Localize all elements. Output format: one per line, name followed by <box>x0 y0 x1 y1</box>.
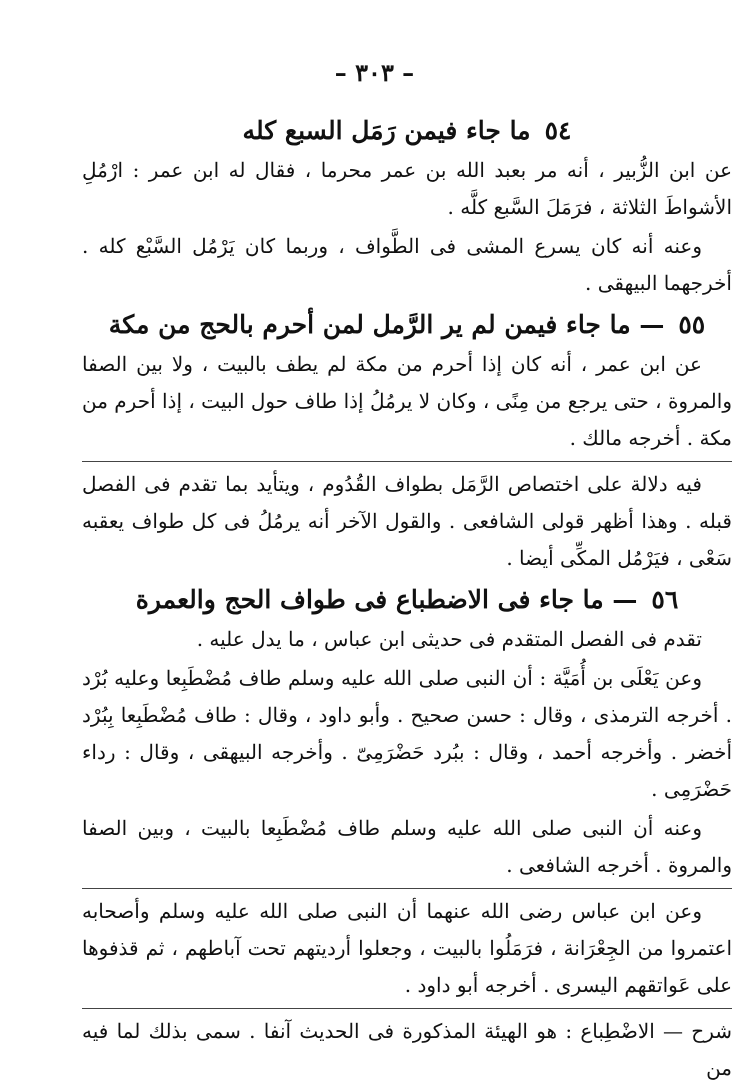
section-number: ٥٦ <box>651 585 679 614</box>
section-title: ما جاء فى الاضطباع فى طواف الحج والعمرة <box>135 585 604 614</box>
divider <box>82 461 732 462</box>
page-body <box>82 108 732 1089</box>
section-number: ٥٥ <box>678 310 706 339</box>
paragraph: فيه دلالة على اختصاص الرَّمَل بطواف القُدُوم ، ويتأيد بما تقدم فى الفصل قبله . وهذا أظهر قولى الشافعى . والقول الآخر أنه يرمُلُ فى كل طواف يعقبه سَعْى ، فيَرْمُل المكِّى أيضا . <box>82 472 732 570</box>
divider <box>82 1008 732 1009</box>
section-heading-56: ٥٦— ما جاء فى الاضطباع فى طواف الحج والعمرة <box>135 585 679 614</box>
paragraph: وعنه أن النبى صلى الله عليه وسلم طاف مُضْطَبِعا بالبيت ، وبين الصفا والمروة . أخرجه الشافعى . <box>82 816 732 877</box>
paragraph: وعن ابن عباس رضى الله عنهما أن النبى صلى الله عليه وسلم وأصحابه اعتمروا من الجِعْرَانة ، فرَمَلُوا بالبيت ، وجعلوا أرديتهم تحت آباطهم ، ثم قذفوها على عَواتقهم اليسرى . أخرجه أبو داود . <box>82 899 732 997</box>
section-heading-55: ٥٥— ما جاء فيمن لم ير الرَّمل لمن أحرم بالحج من مكة <box>108 310 706 339</box>
divider <box>82 888 732 889</box>
section-title: ما جاء فيمن لم ير الرَّمل لمن أحرم بالحج من مكة <box>108 310 631 339</box>
paragraph: تقدم فى الفصل المتقدم فى حديثى ابن عباس ، ما يدل عليه . <box>196 627 702 651</box>
paragraph: عن ابن عمر ، أنه كان إذا أحرم من مكة لم يطف بالبيت ، ولا بين الصفا والمروة ، حتى يرجع من مِنًى ، وكان لا يرمُلُ إذا طاف حول البيت ، إذا أحرم من مكة . أخرجه مالك . <box>82 352 732 450</box>
page-number: – ٣٠٣ – <box>334 58 415 87</box>
paragraph: عن ابن الزُّبير ، أنه مر بعبد الله بن عمر محرما ، فقال له ابن عمر : ارْمُلِ الأشواطَ الثلاثة ، فرَمَلَ السَّبع كلَّه . <box>82 158 732 219</box>
section-heading-54 <box>82 116 732 146</box>
section-number: ٥٤ <box>544 116 572 145</box>
section-title: ما جاء فيمن رَمَل السبع كله <box>242 116 531 145</box>
paragraph: شرح — الاضْطِباع : هو الهيئة المذكورة فى الحديث آنفا . سمى بذلك لما فيه من <box>82 1019 732 1080</box>
paragraph: وعنه أنه كان يسرع المشى فى الطَّواف ، وربما كان يَرْمُل السَّبْع كله . أخرجهما البيهقى . <box>82 234 732 295</box>
paragraph: وعن يَعْلَى بن أُمَيَّة : أن النبى صلى الله عليه وسلم طاف مُضْطَبِعا وعليه بُرْد . أخرجه الترمذى ، وقال : حسن صحيح . وأبو داود ، وقال : طاف مُضْطَبِعا بِبُرْد أخضر . وأخرجه أحمد ، وقال : ببُرد حَضْرَمِىّ . وأخرجه البيهقى ، وقال : رداء حَضْرَمِى . <box>82 666 732 801</box>
